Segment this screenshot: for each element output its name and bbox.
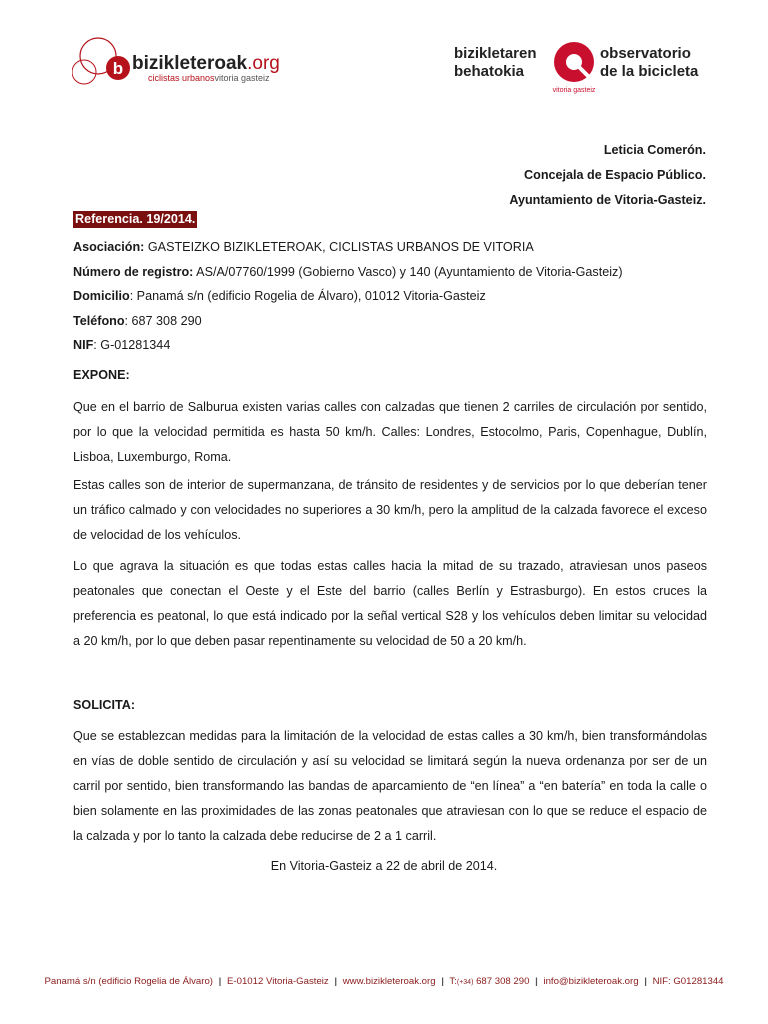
logo-right-line2: de la bicicleta [600,63,699,80]
logo-left-line2: behatokia [454,63,525,80]
footer-postal: E-01012 Vitoria-Gasteiz [227,976,329,987]
expone-paragraph-3: Lo que agrava la situación es que todas estas calles hacia la mitad de su trazado, atraviesan unos paseos peatonales que conectan el Oeste y el Este del barrio (calles Berlín y Estrasburgo). En estos cruces la preferencia es peatonal, lo que está indicado por la señal vertical S28 y los vehículos deben limitar su velocidad a 20 km/h, por lo que deben pasar repentinamente su velocidad de 50 a 20 km/h. [73,559,707,648]
footer-phone-prefix: T: [449,976,457,987]
info-nif-label: NIF [73,338,94,353]
info-asociacion-value: GASTEIZKO BIZIKLETEROAK, CICLISTAS URBANOS DE VITORIA [144,240,534,254]
logo-suffix: .org [247,53,280,74]
expone-paragraph-1: Que en el barrio de Salburua existen varias calles con calzadas que tienen 2 carriles de circulación por sentido, por lo que la velocidad permitida es hasta 50 km/h. Calles: Londres, Estocolmo, Paris, Copenhague, Dublín, Lisboa, Luxemburgo, Roma. [73,400,707,464]
info-nif-value: : G-01281344 [93,338,171,353]
logo-letter: b [112,59,124,78]
footer-separator: | [441,976,444,987]
association-info [73,235,623,358]
footer-email[interactable]: info@bizikleteroak.org [543,976,639,987]
info-domicilio-label: Domicilio [73,289,130,304]
logo-tagline-b: vitoria gasteiz [214,73,270,83]
info-registro [73,260,623,285]
footer-separator: | [535,976,538,987]
addressee-role: Concejala de Espacio Público. [524,168,706,182]
info-domicilio-value: : Panamá s/n (edificio Rogelia de Álvaro), 01012 Vitoria-Gasteiz [129,289,486,304]
footer-phone: 687 308 290 [473,976,530,987]
footer-separator: | [644,976,647,987]
info-telefono-value: : 687 308 290 [124,313,202,328]
logo-left-line1: bizikletaren [454,45,537,62]
bizikleteroak-logo-mark [72,36,312,92]
footer-web[interactable]: www.bizikleteroak.org [342,976,436,987]
observatorio-logo-mark [452,38,710,96]
logo-tagline-a: ciclistas urbanos [148,73,215,83]
addressee-name: Leticia Comerón. [603,143,706,157]
footer-nif: NIF: G01281344 [652,976,724,987]
logo-name: bizikleteroak [132,53,248,74]
footer-separator: | [334,976,338,987]
svg-text:ciclistas urbanosvitoria gaste [148,73,270,83]
addressee-block [509,138,706,213]
info-registro-value: AS/A/07760/1999 (Gobierno Vasco) y 140 (Ayuntamiento de Vitoria-Gasteiz) [193,264,623,279]
expone-heading: EXPONE: [73,368,130,382]
footer-separator: | [218,976,222,987]
bizikleteroak-logo [72,36,312,92]
solicita-heading: SOLICITA: [73,698,136,712]
expone-paragraph-2: Estas calles son de interior de supermanzana, de tránsito de residentes y de servicios por lo que deberían tener un tráfico calmado y con velocidades no superiores a 30 km/h, pero la amplitud de la calzada favorece el exceso de velocidad de los vehículos. [73,478,707,542]
footer-address: Panamá s/n (edificio Rogelia de Álvaro) [44,976,213,987]
solicita-paragraph: Que se establezcan medidas para la limitación de la velocidad de estas calles a 30 km/h, bien transformándolas en vías de doble sentido de circulación y así su velocidad se limitará según la nueva ordenanza por ser de un carril por sentido, bien transformando las bandas de aparcamiento de “en línea” a “en batería” en toda la calle o bien solamente en las proximidades de las zonas peatonales que atraviesan con lo que se reduce el espacio de la calzada y por lo tanto la calzada debe reducirse de 2 a 1 carril. [73,729,707,843]
reference-label: Referencia. 19/2014. [75,212,196,226]
observatorio-logo [452,38,710,96]
footer [0,976,768,987]
info-domicilio [73,284,623,309]
addressee-entity: Ayuntamiento de Vitoria-Gasteiz. [509,193,706,207]
info-asociacion-label: Asociación: [73,240,145,254]
svg-text:bizikleteroak.org [132,53,280,74]
date-line: En Vitoria-Gasteiz a 22 de abril de 2014. [270,859,498,873]
logo-city: vitoria gasteiz [552,87,596,94]
info-telefono [73,309,623,334]
footer-phone-code: (+34) [456,979,474,986]
info-telefono-label: Teléfono [73,313,125,328]
info-asociacion [73,235,623,260]
info-registro-label: Número de registro: [73,264,194,279]
logo-right-line1: observatorio [600,45,691,62]
info-nif [73,333,623,358]
